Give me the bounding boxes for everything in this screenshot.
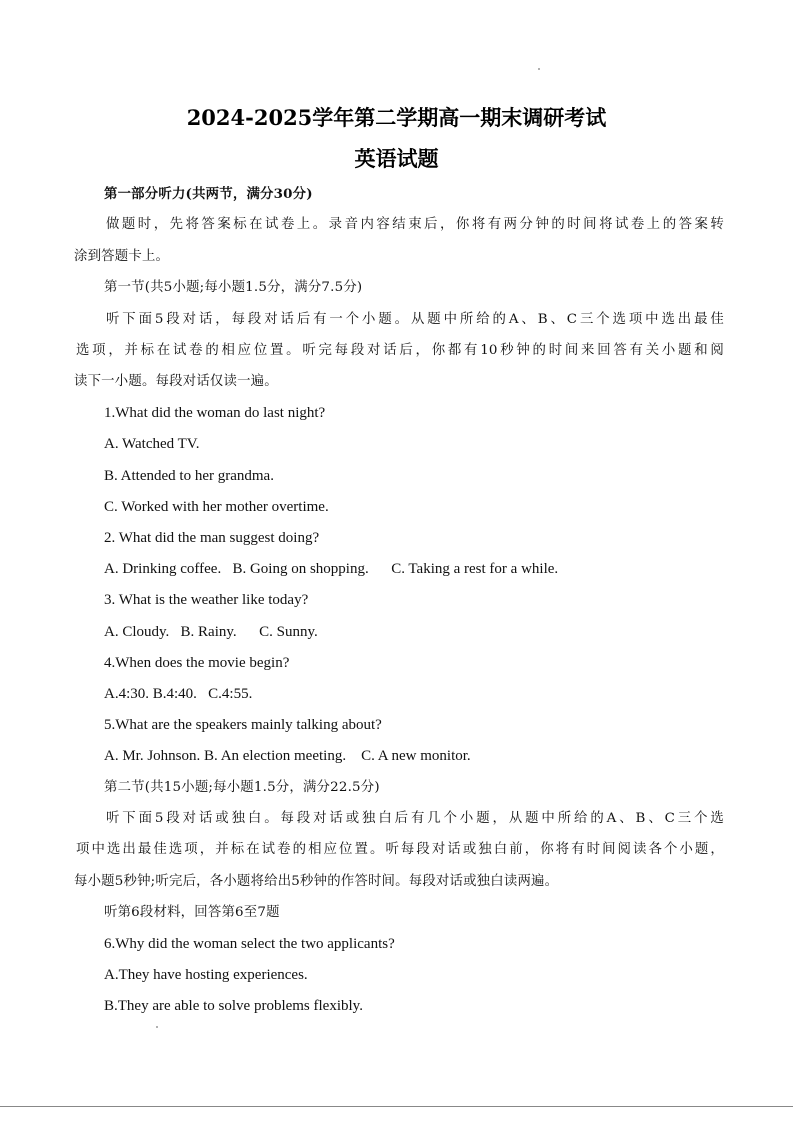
scan-speck [538, 68, 540, 70]
section2-instruction-line2: 项中选出最佳选项，并标在试卷的相应位置。听每段对话或独白前，你将有时间阅读各个小题， [76, 842, 724, 857]
section1-instruction-line1: 听下面5段对话，每段对话后有一个小题。从题中所给的A、B、C三个选项中选出最佳 [106, 312, 724, 327]
question-5: 5.What are the speakers mainly talking about? [104, 717, 382, 733]
question-2-options: A. Drinking coffee. B. Going on shopping. C. Taking a rest for a while. [104, 561, 559, 577]
question-1-option-b: B. Attended to her grandma. [104, 468, 274, 484]
scan-speck [156, 1026, 158, 1028]
page-bottom-rule [0, 1106, 793, 1107]
section1-instruction-line2: 选项，并标在试卷的相应位置。听完每段对话后，你都有10秒钟的时间来回答有关小题和阅 [76, 343, 724, 358]
part1-instruction-line2: 涂到答题卡上。 [74, 249, 170, 264]
question-3-options: A. Cloudy. B. Rainy. C. Sunny. [104, 624, 318, 640]
exam-title: 2024-2025学年第二学期高一期末调研考试 [186, 105, 607, 130]
question-3: 3. What is the weather like today? [104, 592, 309, 608]
section2-instruction-line1: 听下面5段对话或独白。每段对话或独白后有几个小题，从题中所给的A、B、C三个选 [106, 811, 724, 826]
question-1-option-a: A. Watched TV. [104, 436, 200, 452]
part1-heading: 第一部分听力(共两节，满分30分) [104, 186, 313, 202]
question-4-options: A.4:30. B.4:40. C.4:55. [104, 686, 253, 702]
question-1: 1.What did the woman do last night? [104, 405, 326, 421]
question-5-options: A. Mr. Johnson. B. An election meeting. C. A new monitor. [104, 748, 471, 764]
question-6: 6.Why did the woman select the two applicants? [104, 936, 395, 952]
exam-subtitle: 英语试题 [354, 146, 439, 171]
section2-instruction-line3: 每小题5秒钟;听完后，各小题将给出5秒钟的作答时间。每段对话或独白读两遍。 [74, 874, 559, 889]
part1-instruction-line1: 做题时，先将答案标在试卷上。录音内容结束后，你将有两分钟的时间将试卷上的答案转 [106, 217, 724, 232]
question-6-option-b: B.They are able to solve problems flexibly. [104, 998, 363, 1014]
section1-heading: 第一节(共5小题;每小题1.5分，满分7.5分) [104, 280, 363, 295]
question-2: 2. What did the man suggest doing? [104, 530, 320, 546]
question-1-option-c: C. Worked with her mother overtime. [104, 499, 329, 515]
section2-heading: 第二节(共15小题;每小题1.5分，满分22.5分) [104, 780, 380, 795]
section1-instruction-line3: 读下一小题。每段对话仅读一遍。 [74, 374, 278, 389]
question-6-option-a: A.They have hosting experiences. [104, 967, 308, 983]
material-6-note: 听第6段材料，回答第6至7题 [104, 905, 280, 920]
question-4: 4.When does the movie begin? [104, 655, 290, 671]
